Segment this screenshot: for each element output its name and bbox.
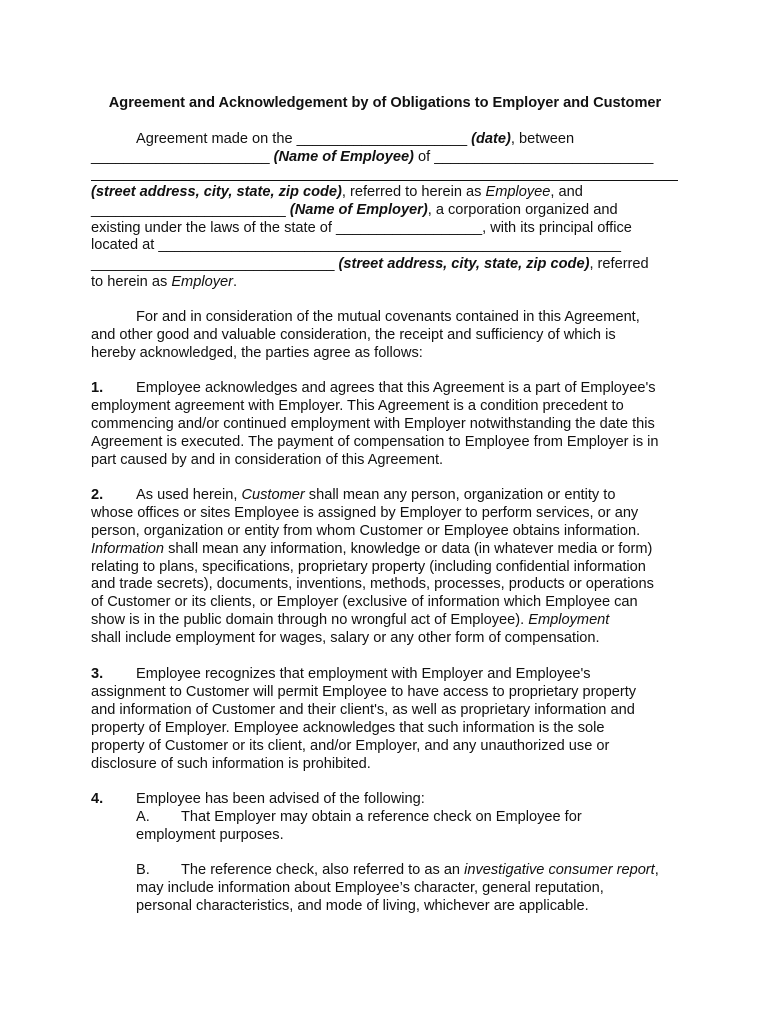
section-2-line-4 — [91, 540, 652, 558]
employment-term: Employment — [528, 612, 610, 628]
section-4-line-1: Employee has been advised of the following: — [136, 791, 425, 807]
employee-name-label: (Name of Employee) — [273, 149, 414, 165]
reference-check-text: The reference check, also referred to as an — [181, 862, 465, 878]
information-term: Information — [91, 541, 165, 557]
customer-definition-text: shall mean any person, organization or entity to — [304, 487, 616, 503]
herein-text: to herein as — [91, 274, 172, 290]
period-text: . — [232, 274, 238, 290]
employer-name-label: (Name of Employer) — [289, 202, 428, 218]
document-title: Agreement and Acknowledgement by of Obligations to Employer and Customer — [108, 95, 662, 111]
address-blank-line — [91, 180, 678, 181]
section-1-line-3: commencing and/or continued employment with Employer notwithstanding the date this — [91, 416, 655, 432]
agreement-date-text: Agreement made on the _____________________ — [136, 131, 472, 147]
referred-text-2: , referred — [589, 256, 649, 272]
customer-term: Customer — [241, 487, 305, 503]
section-1-line-1: Employee acknowledges and agrees that this Agreement is a part of Employee's — [136, 380, 656, 396]
intro-line-1 — [136, 130, 574, 148]
section-3-number: 3. — [91, 666, 104, 682]
employee-address-label: (street address, city, state, zip code) — [91, 184, 342, 200]
item-b-line-1 — [181, 861, 659, 879]
investigative-report-term: investigative consumer report — [464, 862, 655, 878]
intro-line-2 — [91, 148, 653, 166]
section-2-line-6: and trade secrets), documents, inventions, methods, processes, products or operations — [91, 576, 654, 592]
employee-term: Employee — [485, 184, 551, 200]
employer-address-blank: ______________________________ — [91, 256, 339, 272]
section-2-number: 2. — [91, 487, 104, 503]
consideration-line-3: hereby acknowledged, the parties agree as follows: — [91, 345, 423, 361]
section-3-line-5: property of Customer or its client, and/or Employer, and any unauthorized use or — [91, 738, 610, 754]
item-b-line-2: may include information about Employee’s character, general reputation, — [136, 880, 604, 896]
between-text: , between — [510, 131, 575, 147]
section-3-line-1: Employee recognizes that employment with Employer and Employee's — [136, 666, 591, 682]
section-3-line-2: assignment to Customer will permit Employee to have access to proprietary property — [91, 684, 637, 700]
item-a-line-2: employment purposes. — [136, 827, 284, 843]
public-domain-text: show is in the public domain through no wrongful act of Employee). — [91, 612, 529, 628]
section-1-line-2: employment agreement with Employer. This Agreement is a condition precedent to — [91, 398, 624, 414]
section-2-line-8 — [91, 611, 609, 629]
corporation-text: , a corporation organized and — [427, 202, 618, 218]
intro-line-5 — [91, 201, 618, 219]
section-2-line-9: shall include employment for wages, salary or any other form of compensation. — [91, 630, 600, 646]
intro-line-6: existing under the laws of the state of __________________, with its principal office — [91, 220, 632, 236]
section-3-line-4: property of Employer. Employee acknowledges that such information is the sole — [91, 720, 605, 736]
section-2-line-5: relating to plans, specifications, proprietary property (including confidential information — [91, 559, 646, 575]
intro-line-9 — [91, 273, 237, 291]
information-definition-text: shall mean any information, knowledge or data (in whatever media or form) — [164, 541, 653, 557]
section-4-number: 4. — [91, 791, 104, 807]
date-label: (date) — [471, 131, 511, 147]
employee-of-blank: of ___________________________ — [413, 149, 654, 165]
section-2-line-7: of Customer or its clients, or Employer (exclusive of information which Employee can — [91, 594, 638, 610]
intro-line-8 — [91, 255, 649, 273]
section-1-line-5: part caused by and in consideration of this Agreement. — [91, 452, 444, 468]
referred-text: , referred to herein as — [341, 184, 486, 200]
consideration-line-2: and other good and valuable consideration, the receipt and sufficiency of which is — [91, 327, 616, 343]
and-text: , and — [550, 184, 583, 200]
consideration-line-1: For and in consideration of the mutual covenants contained in this Agreement, — [136, 309, 640, 325]
item-a-line-1: That Employer may obtain a reference check on Employee for — [181, 809, 582, 825]
intro-line-7: located at _________________________________________________________ — [91, 237, 621, 253]
employee-name-blank: ______________________ — [91, 149, 274, 165]
employer-term: Employer — [171, 274, 233, 290]
section-2-line-2: whose offices or sites Employee is assigned by Employer to perform services, or any — [91, 505, 639, 521]
intro-line-4 — [91, 183, 583, 201]
comma-text: , — [654, 862, 659, 878]
section-3-line-3: and information of Customer and their client's, as well as proprietary information and — [91, 702, 635, 718]
employer-name-blank: ________________________ — [91, 202, 290, 218]
as-used-text: As used herein, — [136, 487, 242, 503]
item-a-letter: A. — [136, 809, 150, 825]
section-1-line-4: Agreement is executed. The payment of compensation to Employee from Employer is in — [91, 434, 659, 450]
item-b-letter: B. — [136, 862, 150, 878]
section-2-line-3: person, organization or entity from whom Customer or Employee obtains information. — [91, 523, 641, 539]
section-2-line-1 — [136, 486, 615, 504]
employer-address-label: (street address, city, state, zip code) — [338, 256, 590, 272]
section-1-number: 1. — [91, 380, 104, 396]
item-b-line-3: personal characteristics, and mode of living, whichever are applicable. — [136, 898, 589, 914]
section-3-line-6: disclosure of such information is prohibited. — [91, 756, 371, 772]
